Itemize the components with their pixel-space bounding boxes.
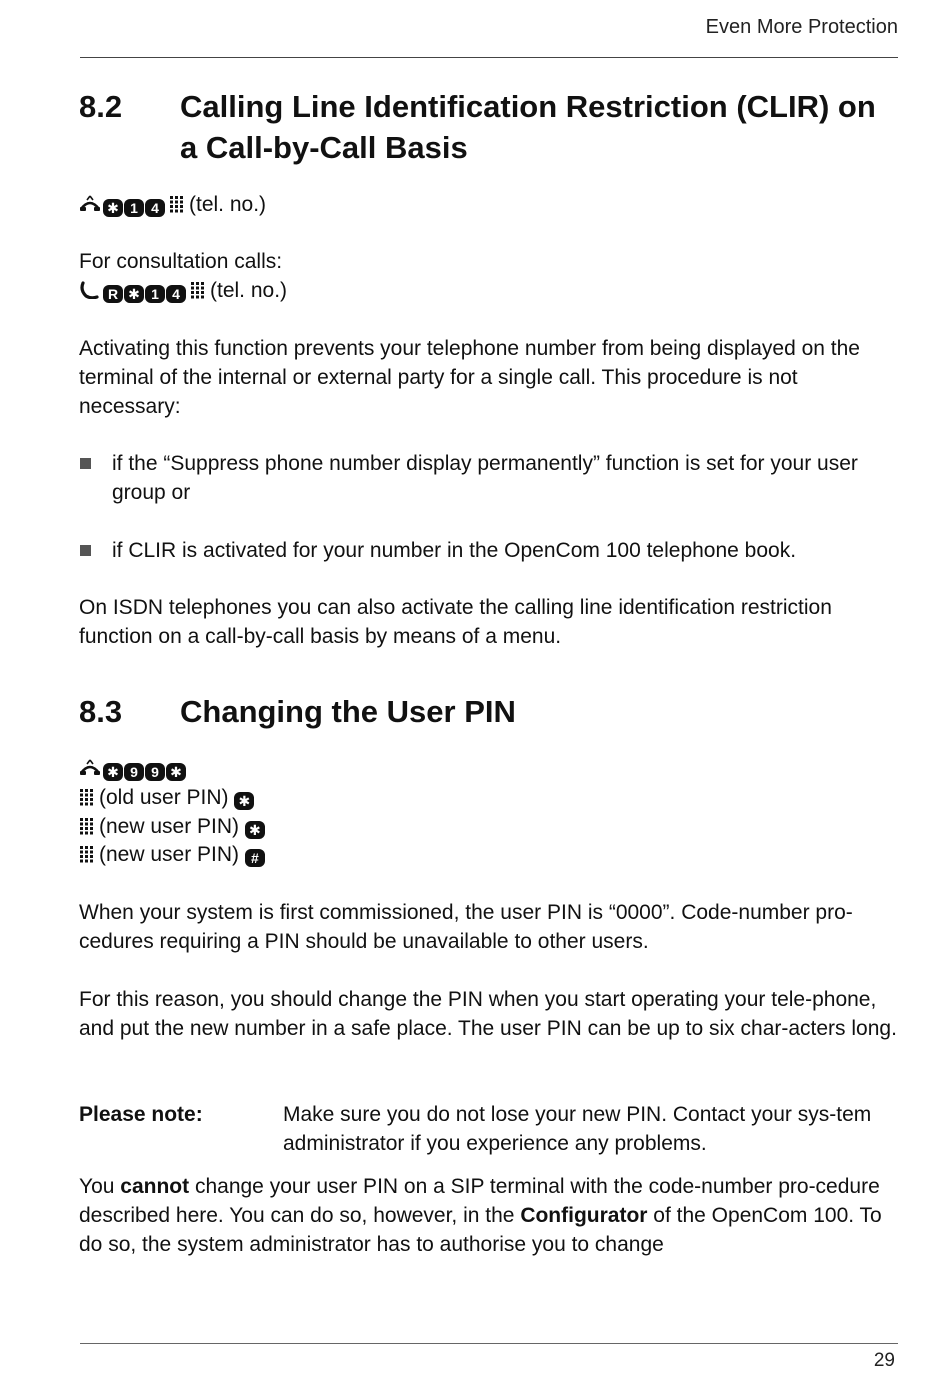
key-star: ✱ xyxy=(166,763,186,781)
key-4: 4 xyxy=(166,285,186,303)
keypad-icon xyxy=(169,195,185,213)
keypad-icon xyxy=(79,788,95,806)
running-header: Even More Protection xyxy=(705,16,898,38)
header-rule xyxy=(80,57,898,58)
key-1: 1 xyxy=(145,285,165,303)
tel-no-label: (tel. no.) xyxy=(210,279,288,302)
emphasis-configurator: Configurator xyxy=(520,1204,648,1227)
handset-off-hook-icon xyxy=(79,281,101,299)
section-title: Calling Line Identification Restriction (CLIR) on a Call-by-Call Basis xyxy=(180,89,876,165)
handset-lift-icon xyxy=(79,195,101,213)
new-pin-line xyxy=(79,812,266,841)
change-pin-paragraph: For this reason, you should change the PIN when you start operating your tele-phone, and put the new number in a safe place. The user PIN can be up to six char-acters long. xyxy=(79,988,897,1040)
bullet-item: if CLIR is activated for your number in the OpenCom 100 telephone book. xyxy=(112,539,797,562)
text-run: You xyxy=(79,1175,121,1198)
handset-lift-icon xyxy=(79,759,101,777)
section-number: 8.2 xyxy=(79,89,123,124)
default-pin-paragraph: When your system is first commissioned, the user PIN is “0000”. Code-number pro-cedures requiring a PIN should be unavailable to other users. xyxy=(79,901,853,953)
pin-line-text: (new user PIN) xyxy=(99,843,240,866)
key-9: 9 xyxy=(145,763,165,781)
bullet-marker xyxy=(80,545,91,556)
key-star: ✱ xyxy=(103,199,123,217)
tel-no-label: (tel. no.) xyxy=(189,193,267,216)
key-hash: # xyxy=(245,849,265,867)
keypad-icon xyxy=(79,845,95,863)
text-run: change your user PIN on a SIP terminal with the code-number pro-cedure described here. You can do so, however, in the xyxy=(79,1175,880,1227)
clir-description: Activating this function prevents your telephone number from being displayed on the terminal of the internal or external party for a single call. This procedure is not necessary: xyxy=(79,337,860,418)
pin-code-line xyxy=(79,754,187,783)
old-pin-line xyxy=(79,783,255,812)
confirm-pin-line xyxy=(79,840,266,869)
key-star: ✱ xyxy=(245,821,265,839)
keypad-icon xyxy=(190,281,206,299)
key-1: 1 xyxy=(124,199,144,217)
keypad-icon xyxy=(79,817,95,835)
pin-line-text: (new user PIN) xyxy=(99,815,240,838)
consultation-label: For consultation calls: xyxy=(79,250,283,273)
key-9: 9 xyxy=(124,763,144,781)
consultation-code-line xyxy=(79,276,287,305)
emphasis-cannot: cannot xyxy=(120,1175,190,1198)
clir-code-line xyxy=(79,190,266,219)
pin-line-text: (old user PIN) xyxy=(99,786,229,809)
note-label: Please note: xyxy=(79,1103,203,1126)
note-text: Make sure you do not lose your new PIN. Contact your sys-tem administrator if you experience any problems. xyxy=(283,1103,872,1155)
key-r: R xyxy=(103,285,123,303)
key-star: ✱ xyxy=(234,792,254,810)
section-number: 8.3 xyxy=(79,694,123,729)
page-number: 29 xyxy=(873,1350,895,1371)
footer-rule xyxy=(80,1343,898,1344)
key-4: 4 xyxy=(145,199,165,217)
section-title: Changing the User PIN xyxy=(180,694,516,729)
bullet-item: if the “Suppress phone number display permanently” function is set for your user group or xyxy=(112,452,858,504)
key-star: ✱ xyxy=(103,763,123,781)
sip-terminal-paragraph xyxy=(79,1172,899,1259)
text-run: of the OpenCom 100. To do so, the system administrator has to authorise you to change xyxy=(79,1204,882,1256)
key-star: ✱ xyxy=(124,285,144,303)
bullet-marker xyxy=(80,458,91,469)
isdn-note-paragraph: On ISDN telephones you can also activate the calling line identification restriction function on a call-by-call basis by means of a menu. xyxy=(79,596,832,648)
